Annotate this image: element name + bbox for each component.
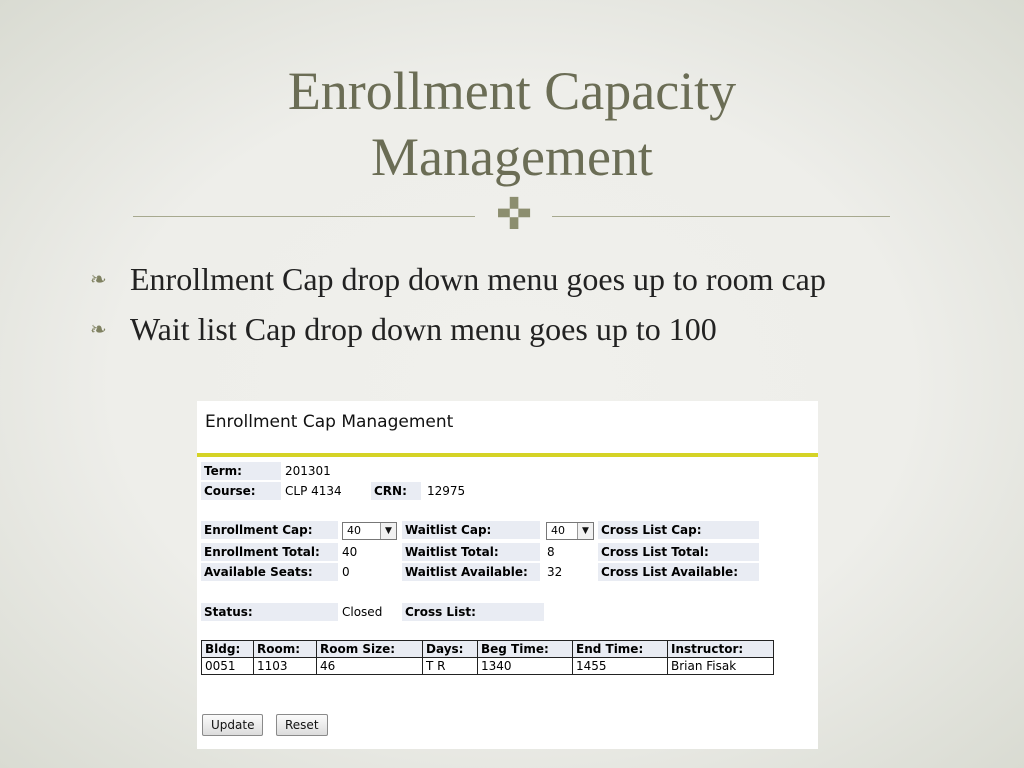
waitlist-available-label: Waitlist Available: — [402, 563, 540, 581]
cross-list-available-label: Cross List Available: — [598, 563, 759, 581]
available-seats-label: Available Seats: — [201, 563, 338, 581]
enrollment-cap-label: Enrollment Cap: — [201, 521, 338, 539]
title-divider-right — [552, 216, 890, 217]
col-header-bldg: Bldg: — [202, 641, 254, 658]
bullet-text: Enrollment Cap drop down menu goes up to room cap — [130, 261, 826, 297]
bullet-item — [90, 308, 920, 350]
col-header-instructor: Instructor: — [668, 641, 774, 658]
waitlist-cap-select[interactable] — [546, 522, 594, 540]
col-header-days: Days: — [423, 641, 478, 658]
panel-accent-rule — [197, 453, 818, 457]
enrollment-cap-select[interactable] — [342, 522, 397, 540]
col-header-room: Room: — [254, 641, 317, 658]
course-label: Course: — [201, 482, 281, 500]
enrollment-total-value: 40 — [342, 545, 358, 559]
enrollment-cap-panel — [197, 401, 818, 749]
scroll-ornament-icon: ❧ — [90, 267, 107, 291]
slide-title-line1: Enrollment Capacity — [287, 61, 737, 121]
course-value: CLP 4134 — [285, 484, 342, 498]
waitlist-cap-label: Waitlist Cap: — [402, 521, 540, 539]
cell-days: T R — [423, 658, 478, 675]
waitlist-available-value: 32 — [547, 565, 563, 579]
waitlist-total-label: Waitlist Total: — [402, 543, 540, 561]
reset-button[interactable]: Reset — [276, 714, 328, 736]
cell-instructor: Brian Fisak — [668, 658, 774, 675]
bullet-text: Wait list Cap drop down menu goes up to 100 — [130, 311, 717, 347]
cross-list-cap-label: Cross List Cap: — [598, 521, 759, 539]
scroll-ornament-icon: ❧ — [90, 317, 107, 341]
panel-title: Enrollment Cap Management — [205, 412, 454, 432]
cell-bldg: 0051 — [202, 658, 254, 675]
col-header-room-size: Room Size: — [317, 641, 423, 658]
status-value: Closed — [342, 605, 383, 619]
schedule-header-row — [202, 641, 774, 658]
crn-value: 12975 — [427, 484, 466, 498]
cross-list-label: Cross List: — [402, 603, 544, 621]
dropdown-arrow-icon: ▼ — [380, 523, 396, 539]
table-row — [202, 658, 774, 675]
term-value: 201301 — [285, 464, 331, 478]
update-button[interactable]: Update — [202, 714, 263, 736]
cross-list-total-label: Cross List Total: — [598, 543, 759, 561]
col-header-beg-time: Beg Time: — [478, 641, 573, 658]
waitlist-total-value: 8 — [547, 545, 555, 559]
dropdown-arrow-icon: ▼ — [577, 523, 593, 539]
crn-label: CRN: — [371, 482, 421, 500]
col-header-end-time: End Time: — [573, 641, 668, 658]
bullet-item — [90, 258, 920, 300]
slide-title-line2: Management — [371, 127, 653, 187]
cell-room-size: 46 — [317, 658, 423, 675]
available-seats-value: 0 — [342, 565, 350, 579]
status-label: Status: — [201, 603, 338, 621]
waitlist-cap-selected: 40 — [551, 524, 565, 537]
schedule-table — [201, 640, 774, 675]
enrollment-cap-selected: 40 — [347, 524, 361, 537]
cell-beg-time: 1340 — [478, 658, 573, 675]
cell-room: 1103 — [254, 658, 317, 675]
enrollment-total-label: Enrollment Total: — [201, 543, 338, 561]
slide-title — [0, 58, 1024, 190]
bullet-list — [90, 258, 920, 358]
cell-end-time: 1455 — [573, 658, 668, 675]
title-divider-left — [133, 216, 475, 217]
term-label: Term: — [201, 462, 281, 480]
ornament-icon: ✜ — [495, 189, 533, 240]
